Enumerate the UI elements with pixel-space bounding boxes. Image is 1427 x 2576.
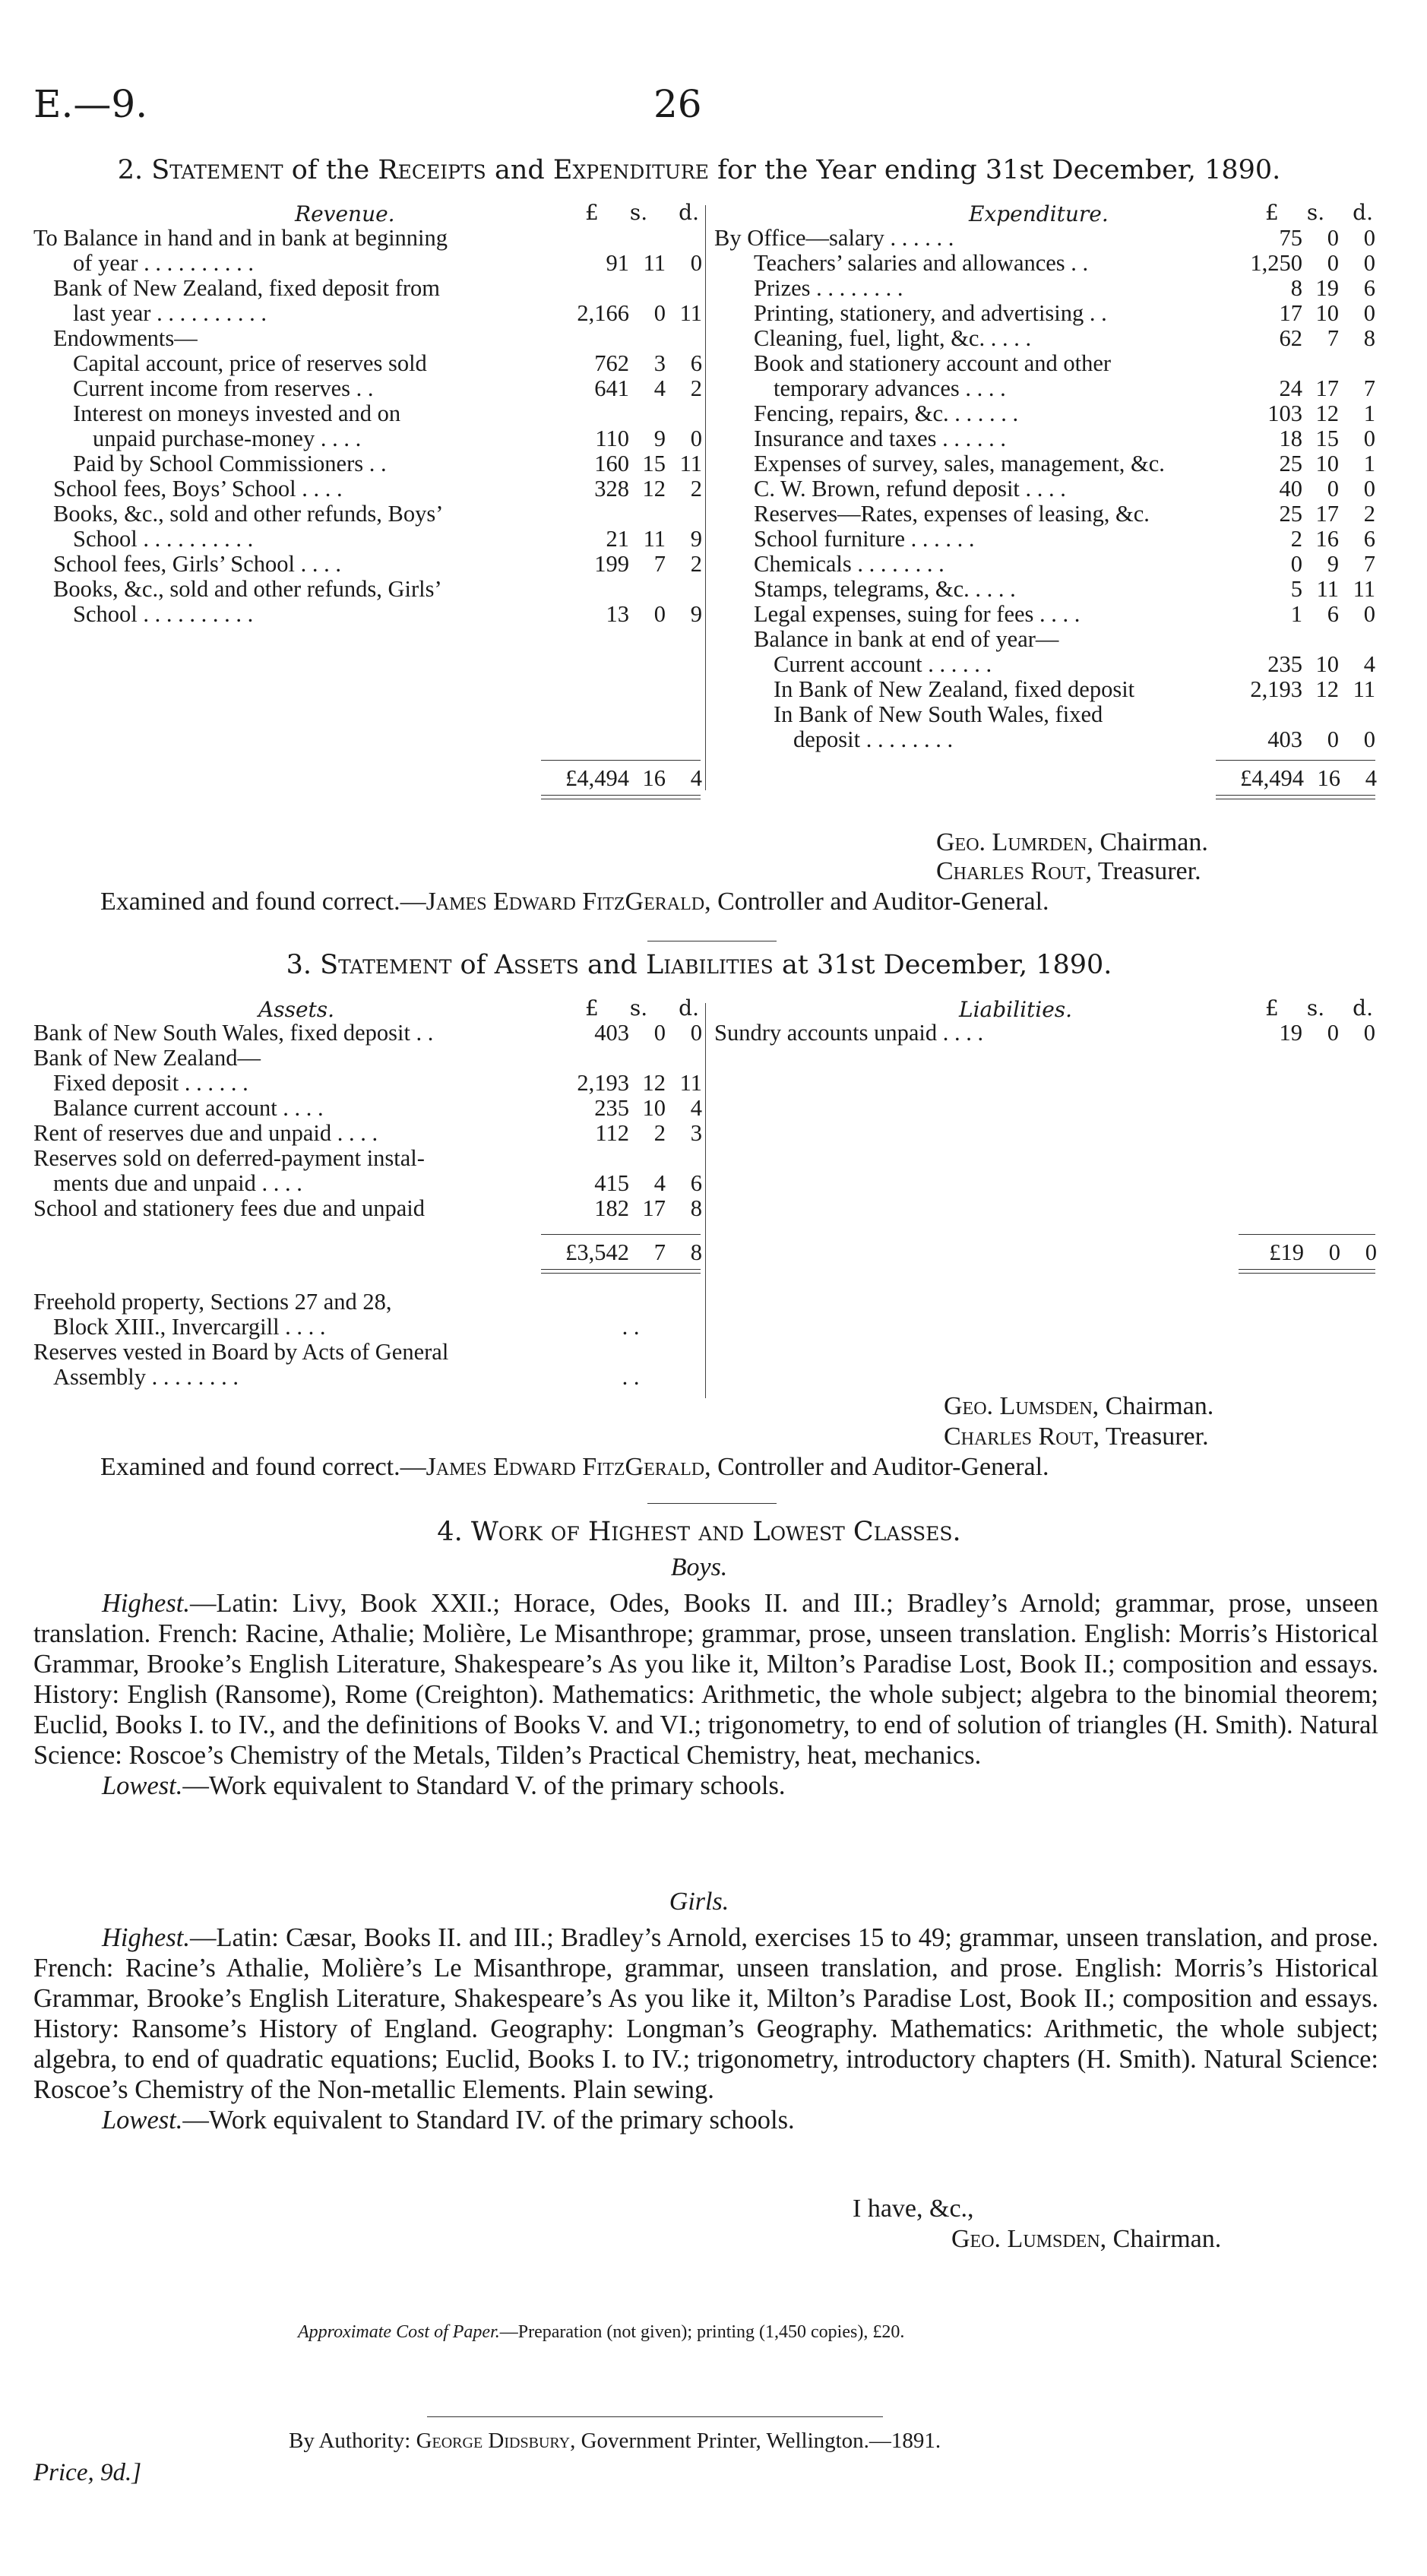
row-label: Cleaning, fuel, light, &c. . . . .	[754, 326, 1032, 351]
amount-shillings	[629, 226, 666, 251]
amount-shillings: 15	[642, 451, 666, 476]
table-row	[33, 577, 702, 602]
amount-pence: 7	[1363, 375, 1375, 401]
table-row	[33, 251, 702, 276]
amount-pounds: 199	[594, 551, 629, 577]
amount-pounds: 25	[1279, 501, 1302, 527]
assets-total: £3,542 7 8	[565, 1239, 702, 1265]
amount-pence: 0	[1363, 1020, 1375, 1046]
liabilities-heading: Liabilities.	[959, 997, 1073, 1022]
amount-pounds: 328	[594, 476, 629, 502]
row-mark	[565, 1290, 657, 1315]
printer-line: By Authority: George Didsbury, Government Printer, Wellington.—1891.	[289, 2429, 941, 2453]
revenue-total: £4,494 16 4	[565, 765, 702, 791]
amount-pounds: 62	[1279, 325, 1302, 351]
signature-treasurer: Charles Rout, Treasurer.	[936, 857, 1201, 885]
row-label: School fees, Boys’ School . . . .	[53, 476, 343, 502]
row-label: Rent of reserves due and unpaid . . . .	[33, 1121, 378, 1146]
row-label: last year . . . . . . . . . .	[73, 301, 267, 326]
amount-pounds: 1	[1290, 601, 1302, 627]
table-row	[33, 326, 702, 351]
auditor-note-2: Examined and found correct.—James Edward FitzGerald, Controller and Auditor-General.	[100, 1453, 1049, 1481]
table-row	[714, 627, 1375, 652]
row-label: School furniture . . . . . .	[754, 527, 975, 552]
table-row	[33, 401, 702, 426]
liabilities-total-rule	[1239, 1234, 1375, 1235]
row-label: School . . . . . . . . . .	[73, 527, 254, 552]
table-row	[33, 1196, 702, 1221]
table-row	[714, 301, 1375, 326]
expenditure-total-rule	[1216, 760, 1375, 761]
amount-pence: 0	[1363, 476, 1375, 502]
table-row	[33, 276, 702, 301]
assets-heading: Assets.	[258, 997, 335, 1022]
list-item	[33, 1290, 702, 1315]
section2-title: 2. Statement of the Receipts and Expenditure for the Year ending 31st December, 1890.	[117, 155, 1281, 185]
amount-pounds: 235	[1267, 651, 1302, 677]
list-item	[33, 1365, 702, 1390]
closing-signature: Geo. Lumsden, Chairman.	[951, 2225, 1222, 2253]
amount-pence: 0	[1363, 726, 1375, 752]
column-divider	[705, 205, 706, 790]
amount-pence: 11	[679, 300, 702, 326]
amount-pence: 11	[679, 1070, 702, 1096]
row-label: Reserves—Rates, expenses of leasing, &c.	[754, 502, 1150, 527]
row-label: Prizes . . . . . . . .	[754, 276, 903, 301]
amount-pence	[666, 577, 702, 602]
row-label: School . . . . . . . . . .	[73, 602, 254, 627]
report-code: E.—9.	[33, 82, 148, 126]
amount-shillings	[629, 577, 666, 602]
amount-pounds: 103	[1267, 400, 1302, 426]
amount-pounds: 24	[1279, 375, 1302, 401]
amount-pounds	[544, 1146, 629, 1171]
table-row	[714, 502, 1375, 527]
amount-pence	[666, 1146, 702, 1171]
amount-pounds: 110	[595, 426, 629, 451]
revenue-total-rule	[541, 760, 701, 761]
amount-shillings	[629, 1046, 666, 1071]
table-row	[33, 1096, 702, 1121]
table-row	[714, 702, 1375, 727]
row-label: Chemicals . . . . . . . .	[754, 552, 944, 577]
section-divider-2	[647, 1503, 777, 1504]
table-row	[714, 602, 1375, 627]
table-row	[33, 1146, 702, 1171]
amount-pence	[1339, 627, 1375, 652]
amount-pence: 0	[1363, 601, 1375, 627]
row-label: Interest on moneys invested and on	[73, 401, 401, 426]
row-label: ments due and unpaid . . . .	[53, 1171, 302, 1196]
row-mark: . .	[622, 1364, 640, 1390]
amount-pence: 2	[690, 375, 702, 401]
amount-shillings: 11	[643, 250, 666, 276]
row-label: In Bank of New South Wales, fixed	[774, 702, 1103, 727]
amount-shillings: 2	[653, 1120, 666, 1146]
row-label: Endowments—	[53, 326, 198, 351]
amount-pence: 2	[690, 551, 702, 577]
amount-pounds: 403	[594, 1020, 629, 1046]
amount-pounds	[1217, 702, 1302, 727]
amount-pence: 6	[1363, 275, 1375, 301]
amount-pence: 1	[1363, 451, 1375, 476]
row-label: Stamps, telegrams, &c. . . . .	[754, 577, 1016, 602]
expenditure-heading: Expenditure.	[969, 201, 1109, 226]
amount-pounds: 160	[594, 451, 629, 476]
amount-shillings: 9	[1327, 551, 1339, 577]
liabilities-money-heading: £ s. d.	[1265, 995, 1373, 1021]
row-label: Paid by School Commissioners . .	[73, 451, 387, 476]
revenue-heading: Revenue.	[295, 201, 395, 226]
table-row	[33, 1171, 702, 1196]
table-row	[714, 652, 1375, 677]
table-row	[33, 1071, 702, 1096]
amount-shillings	[629, 502, 666, 527]
amount-shillings: 4	[653, 1170, 666, 1196]
amount-pence	[666, 1046, 702, 1071]
row-label: unpaid purchase-money . . . .	[93, 426, 362, 451]
row-label: Freehold property, Sections 27 and 28,	[33, 1290, 392, 1315]
amount-shillings: 0	[1327, 476, 1339, 502]
amount-pence: 0	[690, 1020, 702, 1046]
amount-pence	[666, 226, 702, 251]
row-label: Teachers’ salaries and allowances . .	[754, 251, 1089, 276]
revenue-money-heading: £ s. d.	[585, 200, 699, 225]
amount-pounds: 17	[1279, 300, 1302, 326]
auditor-note: Examined and found correct.—James Edward FitzGerald, Controller and Auditor-General.	[100, 888, 1049, 916]
amount-pence	[1339, 351, 1375, 376]
amount-shillings: 10	[1315, 451, 1339, 476]
amount-pounds	[544, 276, 629, 301]
column-divider	[705, 1003, 706, 1398]
assets-total-rule	[541, 1234, 701, 1235]
amount-pence: 0	[1363, 225, 1375, 251]
row-label: Books, &c., sold and other refunds, Boys’	[53, 502, 444, 527]
row-label: In Bank of New Zealand, fixed deposit	[774, 677, 1135, 702]
row-label: Books, &c., sold and other refunds, Girls’	[53, 577, 442, 602]
row-label: Bank of New Zealand, fixed deposit from	[53, 276, 441, 301]
row-label: Expenses of survey, sales, management, &c.	[754, 451, 1165, 476]
amount-pounds	[544, 1046, 629, 1071]
row-mark: . .	[622, 1314, 640, 1340]
amount-shillings: 0	[1327, 726, 1339, 752]
amount-pence: 0	[690, 426, 702, 451]
amount-pence: 11	[679, 451, 702, 476]
amount-pence: 11	[1353, 576, 1375, 602]
amount-pence	[666, 326, 702, 351]
row-label: of year . . . . . . . . . .	[73, 251, 255, 276]
revenue-table	[33, 226, 702, 627]
amount-pence: 9	[690, 601, 702, 627]
amount-pence: 0	[1363, 426, 1375, 451]
table-row	[33, 602, 702, 627]
amount-shillings	[629, 326, 666, 351]
row-label: Balance current account . . . .	[53, 1096, 324, 1121]
amount-pounds	[544, 326, 629, 351]
assets-total-double-rule	[541, 1269, 701, 1274]
amount-shillings: 0	[653, 601, 666, 627]
amount-shillings: 17	[1315, 375, 1339, 401]
amount-shillings: 19	[1315, 275, 1339, 301]
row-label: deposit . . . . . . . .	[793, 727, 954, 752]
girls-curriculum: Highest.—Latin: Cæsar, Books II. and III.; Bradley’s Arnold, exercises 15 to 49; grammar, unseen translation, and prose. French: Racine’s Athalie, Molière’s Le Misanthrope, grammar, unseen translation, and prose. English: Morris’s Historical Grammar, Brooke’s English Literature, Shakespeare’s As you like it, Milton’s Paradise Lost, Book II.; composition and essays. History: Ransome’s History of England. Geography: Longman’s Geography. Mathematics: Arithmetic, the whole subject; algebra, to end of quadratic equations; Euclid, Books I. to IV.; trigonometry, introductory chapters (H. Smith). Natural Science: Roscoe’s Chemistry of the Non-metallic Elements. Plain sewing. Lowest.—Work equivalent to Standard IV. of the primary schools.	[33, 1923, 1378, 2135]
amount-pounds: 2,193	[1250, 676, 1302, 702]
amount-pounds: 8	[1290, 275, 1302, 301]
table-row	[714, 577, 1375, 602]
table-row	[33, 476, 702, 502]
list-item	[33, 1315, 702, 1340]
price: Price, 9d.]	[33, 2459, 142, 2486]
table-row	[714, 426, 1375, 451]
amount-shillings: 12	[1315, 676, 1339, 702]
amount-pounds: 25	[1279, 451, 1302, 476]
amount-shillings: 17	[1315, 501, 1339, 527]
amount-pence: 4	[690, 1095, 702, 1121]
revenue-total-double-rule	[541, 795, 701, 799]
boys-heading: Boys.	[670, 1553, 728, 1581]
row-label: Book and stationery account and other	[754, 351, 1112, 376]
table-row	[33, 301, 702, 326]
assets-money-heading: £ s. d.	[585, 995, 699, 1021]
row-label: Reserves sold on deferred-payment instal-	[33, 1146, 425, 1171]
amount-shillings: 0	[653, 1020, 666, 1046]
amount-shillings	[629, 1146, 666, 1171]
amount-pence: 4	[1363, 651, 1375, 677]
amount-pence: 3	[690, 1120, 702, 1146]
table-row	[33, 1021, 702, 1046]
amount-shillings: 12	[1315, 400, 1339, 426]
amount-pence	[666, 401, 702, 426]
amount-shillings: 9	[653, 426, 666, 451]
row-label: Insurance and taxes . . . . . .	[754, 426, 1007, 451]
amount-shillings: 7	[653, 551, 666, 577]
expenditure-total-double-rule	[1216, 795, 1375, 799]
amount-pence	[666, 276, 702, 301]
table-row	[714, 476, 1375, 502]
amount-pence: 9	[690, 526, 702, 552]
row-label: Legal expenses, suing for fees . . . .	[754, 602, 1081, 627]
amount-pence: 6	[1363, 526, 1375, 552]
row-label: To Balance in hand and in bank at beginning	[33, 226, 448, 251]
amount-pounds: 91	[606, 250, 629, 276]
amount-pence: 1	[1363, 400, 1375, 426]
amount-pounds: 2,193	[577, 1070, 629, 1096]
amount-shillings: 0	[1327, 225, 1339, 251]
amount-pounds: 762	[594, 350, 629, 376]
row-label: Printing, stationery, and advertising . .	[754, 301, 1107, 326]
amount-pence: 0	[1363, 250, 1375, 276]
row-label: Current account . . . . . .	[774, 652, 992, 677]
expenditure-table	[714, 226, 1375, 752]
amount-pounds: 1,250	[1250, 250, 1302, 276]
table-row	[33, 351, 702, 376]
row-label: Bank of New Zealand—	[33, 1046, 261, 1071]
table-row	[714, 401, 1375, 426]
amount-shillings: 11	[1316, 576, 1339, 602]
amount-pounds	[544, 401, 629, 426]
table-row	[714, 552, 1375, 577]
amount-pounds: 0	[1290, 551, 1302, 577]
closing-salutation: I have, &c.,	[853, 2195, 974, 2223]
row-label: Balance in bank at end of year—	[754, 627, 1059, 652]
table-row	[714, 276, 1375, 301]
amount-pounds: 182	[594, 1195, 629, 1221]
amount-shillings	[629, 276, 666, 301]
amount-shillings: 16	[1315, 526, 1339, 552]
amount-shillings: 12	[642, 1070, 666, 1096]
girls-heading: Girls.	[669, 1888, 729, 1916]
row-label: Sundry accounts unpaid . . . .	[714, 1021, 984, 1046]
amount-pounds: 19	[1279, 1020, 1302, 1046]
row-label: Capital account, price of reserves sold	[73, 351, 427, 376]
table-row	[714, 251, 1375, 276]
table-row	[33, 426, 702, 451]
amount-pounds	[544, 502, 629, 527]
liabilities-total-double-rule	[1239, 1269, 1375, 1274]
amount-shillings	[1302, 627, 1339, 652]
table-row	[714, 1021, 1375, 1046]
table-row	[33, 451, 702, 476]
amount-pence	[1339, 702, 1375, 727]
amount-pounds: 2,166	[577, 300, 629, 326]
row-label: Block XIII., Invercargill . . . .	[53, 1315, 326, 1340]
footer-rule	[427, 2416, 883, 2417]
table-row	[33, 552, 702, 577]
table-row	[714, 451, 1375, 476]
amount-pence: 2	[1363, 501, 1375, 527]
expenditure-total: £4,494 16 4	[1240, 765, 1377, 791]
row-label: School fees, Girls’ School . . . .	[53, 552, 341, 577]
amount-shillings	[629, 401, 666, 426]
amount-shillings: 10	[1315, 651, 1339, 677]
expenditure-money-heading: £ s. d.	[1265, 200, 1373, 225]
row-label: By Office—salary . . . . . .	[714, 226, 954, 251]
amount-pounds: 18	[1279, 426, 1302, 451]
signature-treasurer-2: Charles Rout, Treasurer.	[944, 1422, 1209, 1451]
amount-pounds: 5	[1290, 576, 1302, 602]
amount-shillings	[1302, 351, 1339, 376]
signature-chairman-2: Geo. Lumsden, Chairman.	[944, 1392, 1214, 1420]
amount-shillings	[1302, 702, 1339, 727]
amount-pounds: 13	[606, 601, 629, 627]
row-label: Fencing, repairs, &c. . . . . . .	[754, 401, 1019, 426]
table-row	[33, 1046, 702, 1071]
amount-shillings: 7	[1327, 325, 1339, 351]
table-row	[33, 527, 702, 552]
amount-pounds: 40	[1279, 476, 1302, 502]
amount-pence: 0	[690, 250, 702, 276]
amount-pence: 11	[1353, 676, 1375, 702]
amount-shillings: 17	[642, 1195, 666, 1221]
amount-pence: 8	[1363, 325, 1375, 351]
amount-shillings: 10	[642, 1095, 666, 1121]
row-label: temporary advances . . . .	[774, 376, 1006, 401]
table-row	[33, 502, 702, 527]
table-row	[714, 727, 1375, 752]
amount-pence: 6	[690, 1170, 702, 1196]
row-mark	[565, 1340, 657, 1365]
amount-pounds: 415	[594, 1170, 629, 1196]
row-label: C. W. Brown, refund deposit . . . .	[754, 476, 1066, 502]
amount-pence: 8	[690, 1195, 702, 1221]
table-row	[714, 527, 1375, 552]
amount-pounds: 235	[594, 1095, 629, 1121]
table-row	[33, 226, 702, 251]
table-row	[714, 351, 1375, 376]
table-row	[714, 376, 1375, 401]
amount-pounds	[1217, 351, 1302, 376]
amount-pence: 0	[1363, 300, 1375, 326]
amount-shillings: 11	[643, 526, 666, 552]
amount-shillings: 10	[1315, 300, 1339, 326]
cost-note: Approximate Cost of Paper.—Preparation (not given); printing (1,450 copies), £20.	[298, 2322, 905, 2342]
amount-shillings: 4	[653, 375, 666, 401]
amount-pounds: 75	[1279, 225, 1302, 251]
row-label: Assembly . . . . . . . .	[53, 1365, 239, 1390]
amount-pence: 7	[1363, 551, 1375, 577]
row-label: Current income from reserves . .	[73, 376, 374, 401]
amount-pounds: 2	[1290, 526, 1302, 552]
property-list	[33, 1290, 702, 1390]
section3-title: 3. Statement of Assets and Liabilities at 31st December, 1890.	[286, 950, 1112, 980]
amount-shillings: 15	[1315, 426, 1339, 451]
amount-pounds	[544, 226, 629, 251]
list-item	[33, 1340, 702, 1365]
row-label: Fixed deposit . . . . . .	[53, 1071, 248, 1096]
assets-table	[33, 1021, 702, 1221]
boys-curriculum: Highest.—Latin: Livy, Book XXII.; Horace, Odes, Books II. and III.; Bradley’s Arnold; grammar, prose, unseen translation. French: Racine, Athalie; Molière, Le Misanthrope; grammar, prose, unseen translation. English: Morris’s Historical Grammar, Brooke’s English Literature, Shakespeare’s As you like it, Milton’s Paradise Lost, Book II.; composition and essays. History: English (Ransome), Rome (Creighton). Mathematics: Arithmetic, the whole subject; algebra to the binomial theorem; Euclid, Books I. to IV., and the definitions of Books V. and VI.; trigonometry, to end of solution of triangles (H. Smith). Natural Science: Roscoe’s Chemistry of the Metals, Tilden’s Practical Chemistry, heat, mechanics. Lowest.—Work equivalent to Standard V. of the primary schools.	[33, 1589, 1378, 1800]
amount-pounds: 112	[595, 1120, 629, 1146]
amount-pence: 6	[690, 350, 702, 376]
amount-pounds: 21	[606, 526, 629, 552]
amount-pence: 2	[690, 476, 702, 502]
table-row	[33, 1121, 702, 1146]
amount-shillings: 0	[1327, 1020, 1339, 1046]
section4-title: 4. Work of Highest and Lowest Classes.	[437, 1517, 961, 1547]
liabilities-table	[714, 1021, 1375, 1046]
page-number: 26	[653, 82, 702, 126]
amount-shillings: 3	[653, 350, 666, 376]
row-label: School and stationery fees due and unpaid	[33, 1196, 425, 1221]
amount-shillings: 6	[1327, 601, 1339, 627]
signature-chairman: Geo. Lumrden, Chairman.	[936, 828, 1208, 856]
amount-shillings: 12	[642, 476, 666, 502]
row-label: Reserves vested in Board by Acts of General	[33, 1340, 449, 1365]
amount-pence	[666, 502, 702, 527]
row-label: Bank of New South Wales, fixed deposit . .	[33, 1021, 434, 1046]
amount-pounds	[1217, 627, 1302, 652]
amount-pounds: 403	[1267, 726, 1302, 752]
table-row	[714, 326, 1375, 351]
amount-shillings: 0	[653, 300, 666, 326]
amount-pounds	[544, 577, 629, 602]
table-row	[33, 376, 702, 401]
liabilities-total: £19 0 0	[1269, 1239, 1377, 1265]
table-row	[714, 677, 1375, 702]
amount-pounds: 641	[594, 375, 629, 401]
amount-shillings: 0	[1327, 250, 1339, 276]
table-row	[714, 226, 1375, 251]
